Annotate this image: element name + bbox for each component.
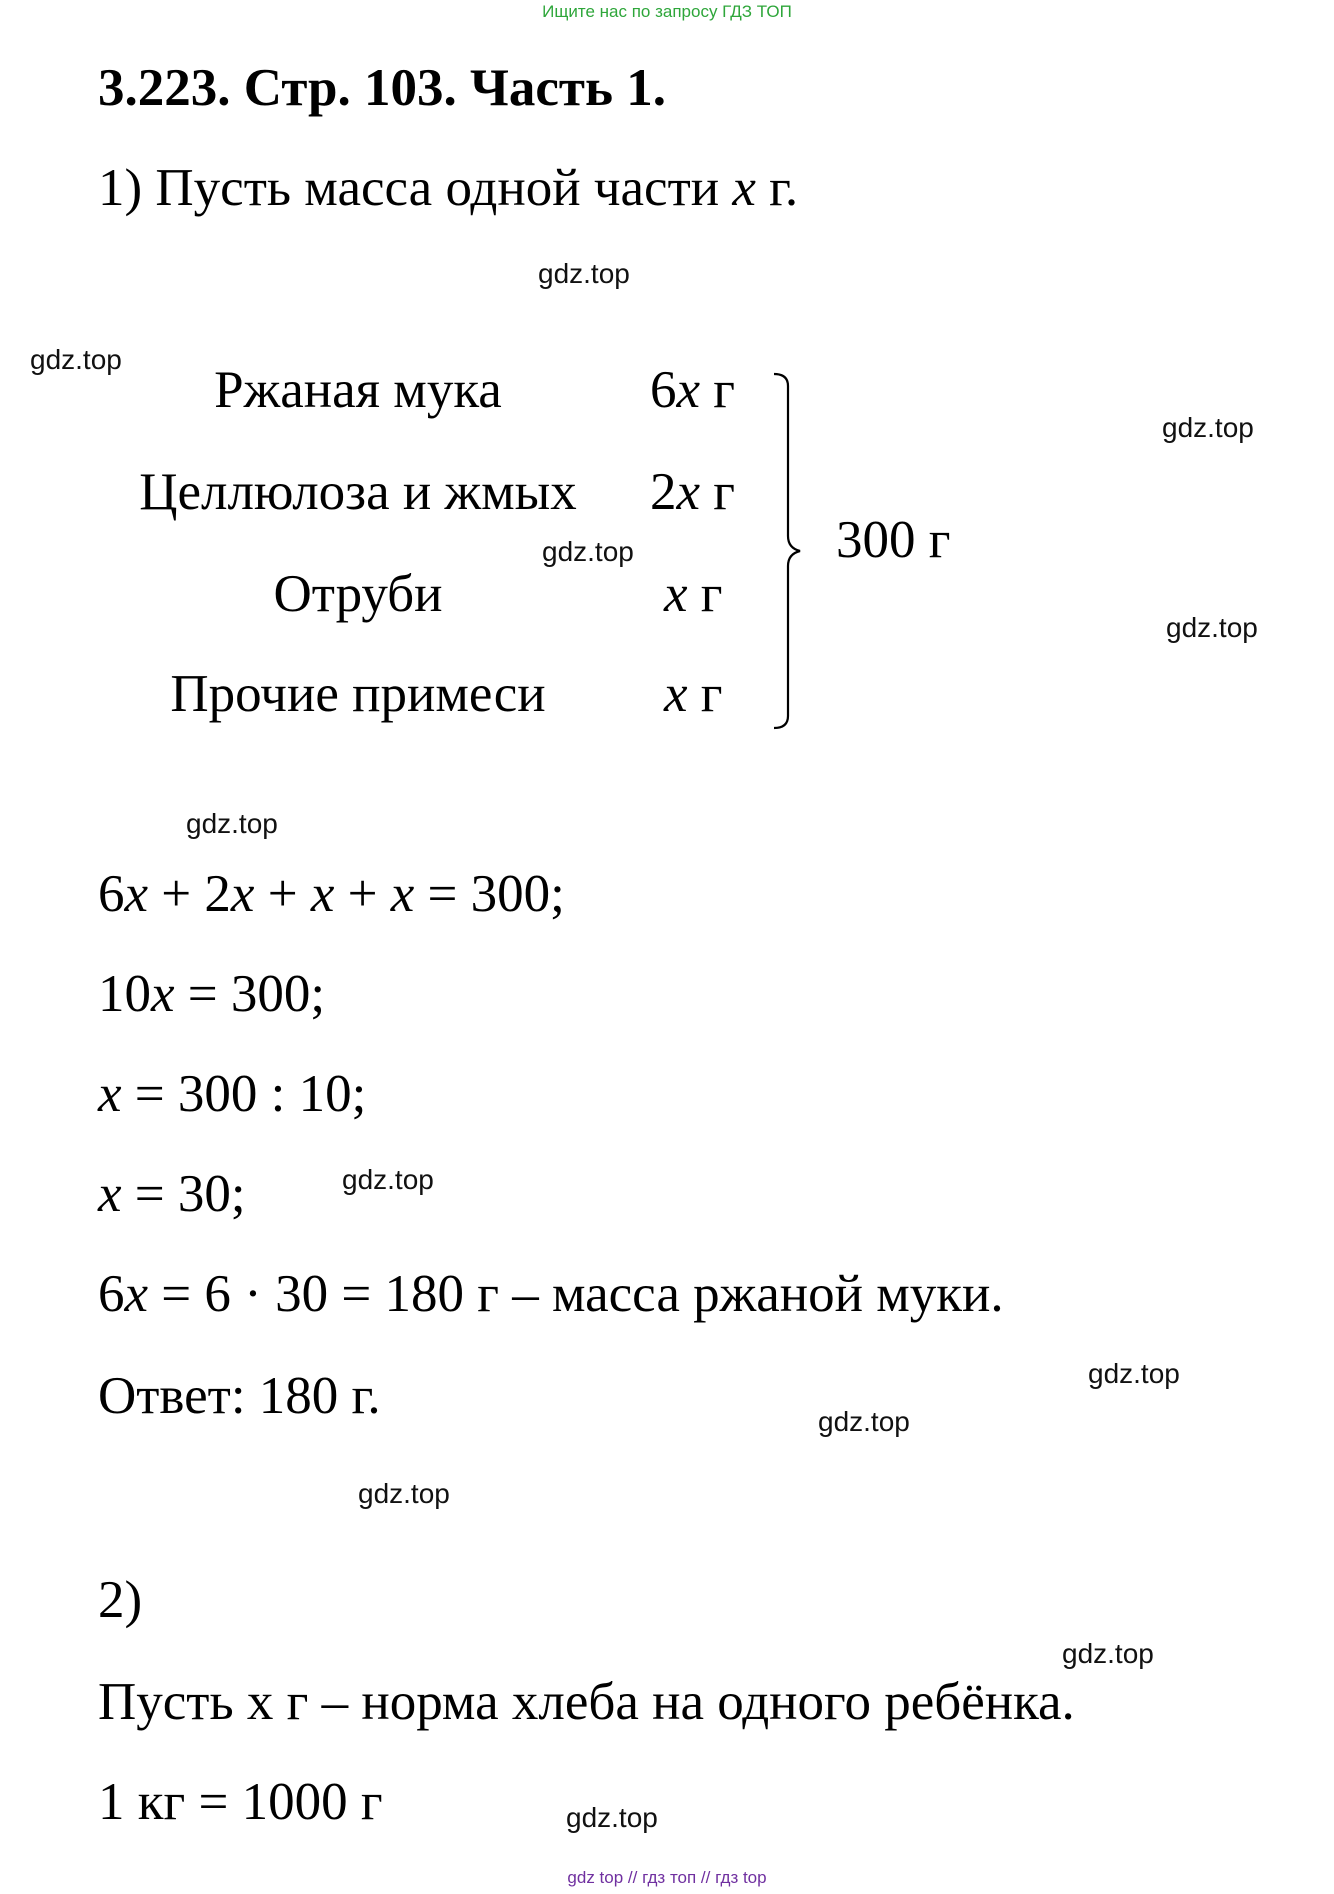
watermark: gdz.top — [818, 1406, 910, 1437]
equation-variable: x — [310, 865, 335, 923]
answer: Ответ: 180 г. — [98, 1367, 381, 1425]
part2-intro: Пусть х г – норма хлеба на одного ребёнка. — [98, 1673, 1075, 1731]
equation-text: = 300; — [174, 965, 326, 1023]
equation-line — [98, 864, 565, 924]
watermark: gdz.top — [186, 808, 278, 839]
equation-text: 6 — [98, 865, 125, 923]
footer-links: gdz top // гдз топ // гдз top — [567, 1868, 767, 1887]
watermark: gdz.top — [342, 1164, 434, 1195]
watermark: gdz.top — [1162, 412, 1254, 443]
equation-variable: x — [98, 1165, 122, 1223]
equation-line — [98, 1264, 1004, 1324]
ingredient-name: Целлюлоза и жмых — [139, 463, 577, 521]
equation-text: + — [254, 865, 311, 923]
equation-variable: x — [230, 865, 255, 923]
watermark: gdz.top — [1166, 612, 1258, 643]
part2-number: 2) — [98, 1571, 143, 1629]
watermark: gdz.top — [358, 1478, 450, 1509]
equation-variable: x — [98, 1065, 122, 1123]
total-mass: 300 г — [836, 511, 951, 569]
intro-variable: x — [732, 159, 756, 217]
equation-variable: x — [124, 1265, 149, 1323]
ingredient-amount: x г — [664, 665, 723, 723]
equation-variable: x — [124, 865, 149, 923]
part1-intro — [98, 158, 798, 218]
equation-variable: x — [390, 865, 415, 923]
watermark: gdz.top — [30, 344, 122, 375]
equation-text: 6 — [98, 1265, 125, 1323]
ingredient-name: Прочие примеси — [170, 665, 546, 723]
ingredient-amount: x г — [664, 565, 723, 623]
curly-brace-icon — [770, 370, 810, 732]
watermark: gdz.top — [1088, 1358, 1180, 1389]
equation-text: + — [334, 865, 391, 923]
equation-variable: x — [151, 965, 175, 1023]
ingredient-name: Ржаная мука — [214, 361, 502, 419]
watermark: gdz.top — [538, 258, 630, 289]
equation-line — [98, 1164, 246, 1224]
part2-conversion: 1 кг = 1000 г — [98, 1773, 383, 1831]
equation-line — [98, 1064, 366, 1124]
page-title: 3.223. Стр. 103. Часть 1. — [98, 59, 666, 117]
watermark: gdz.top — [542, 536, 634, 567]
equation-text: 10 — [98, 965, 151, 1023]
watermark: gdz.top — [566, 1802, 658, 1833]
equation-text: = 300; — [414, 865, 565, 923]
equation-line — [98, 964, 325, 1024]
ingredient-name: Отруби — [273, 565, 443, 623]
watermark: gdz.top — [1062, 1638, 1154, 1669]
equation-text: + 2 — [148, 865, 231, 923]
intro-prefix: 1) Пусть масса одной части — [98, 159, 720, 217]
intro-suffix: г. — [769, 159, 799, 217]
top-banner: Ищите нас по запросу ГДЗ ТОП — [542, 2, 792, 21]
equation-text: = 300 : 10; — [121, 1065, 367, 1123]
equation-text: = 6 · 30 = 180 г – масса ржаной муки. — [148, 1265, 1004, 1323]
equation-text: = 30; — [121, 1165, 246, 1223]
ingredient-amount: 6x г — [650, 361, 736, 419]
ingredient-amount: 2x г — [650, 463, 736, 521]
